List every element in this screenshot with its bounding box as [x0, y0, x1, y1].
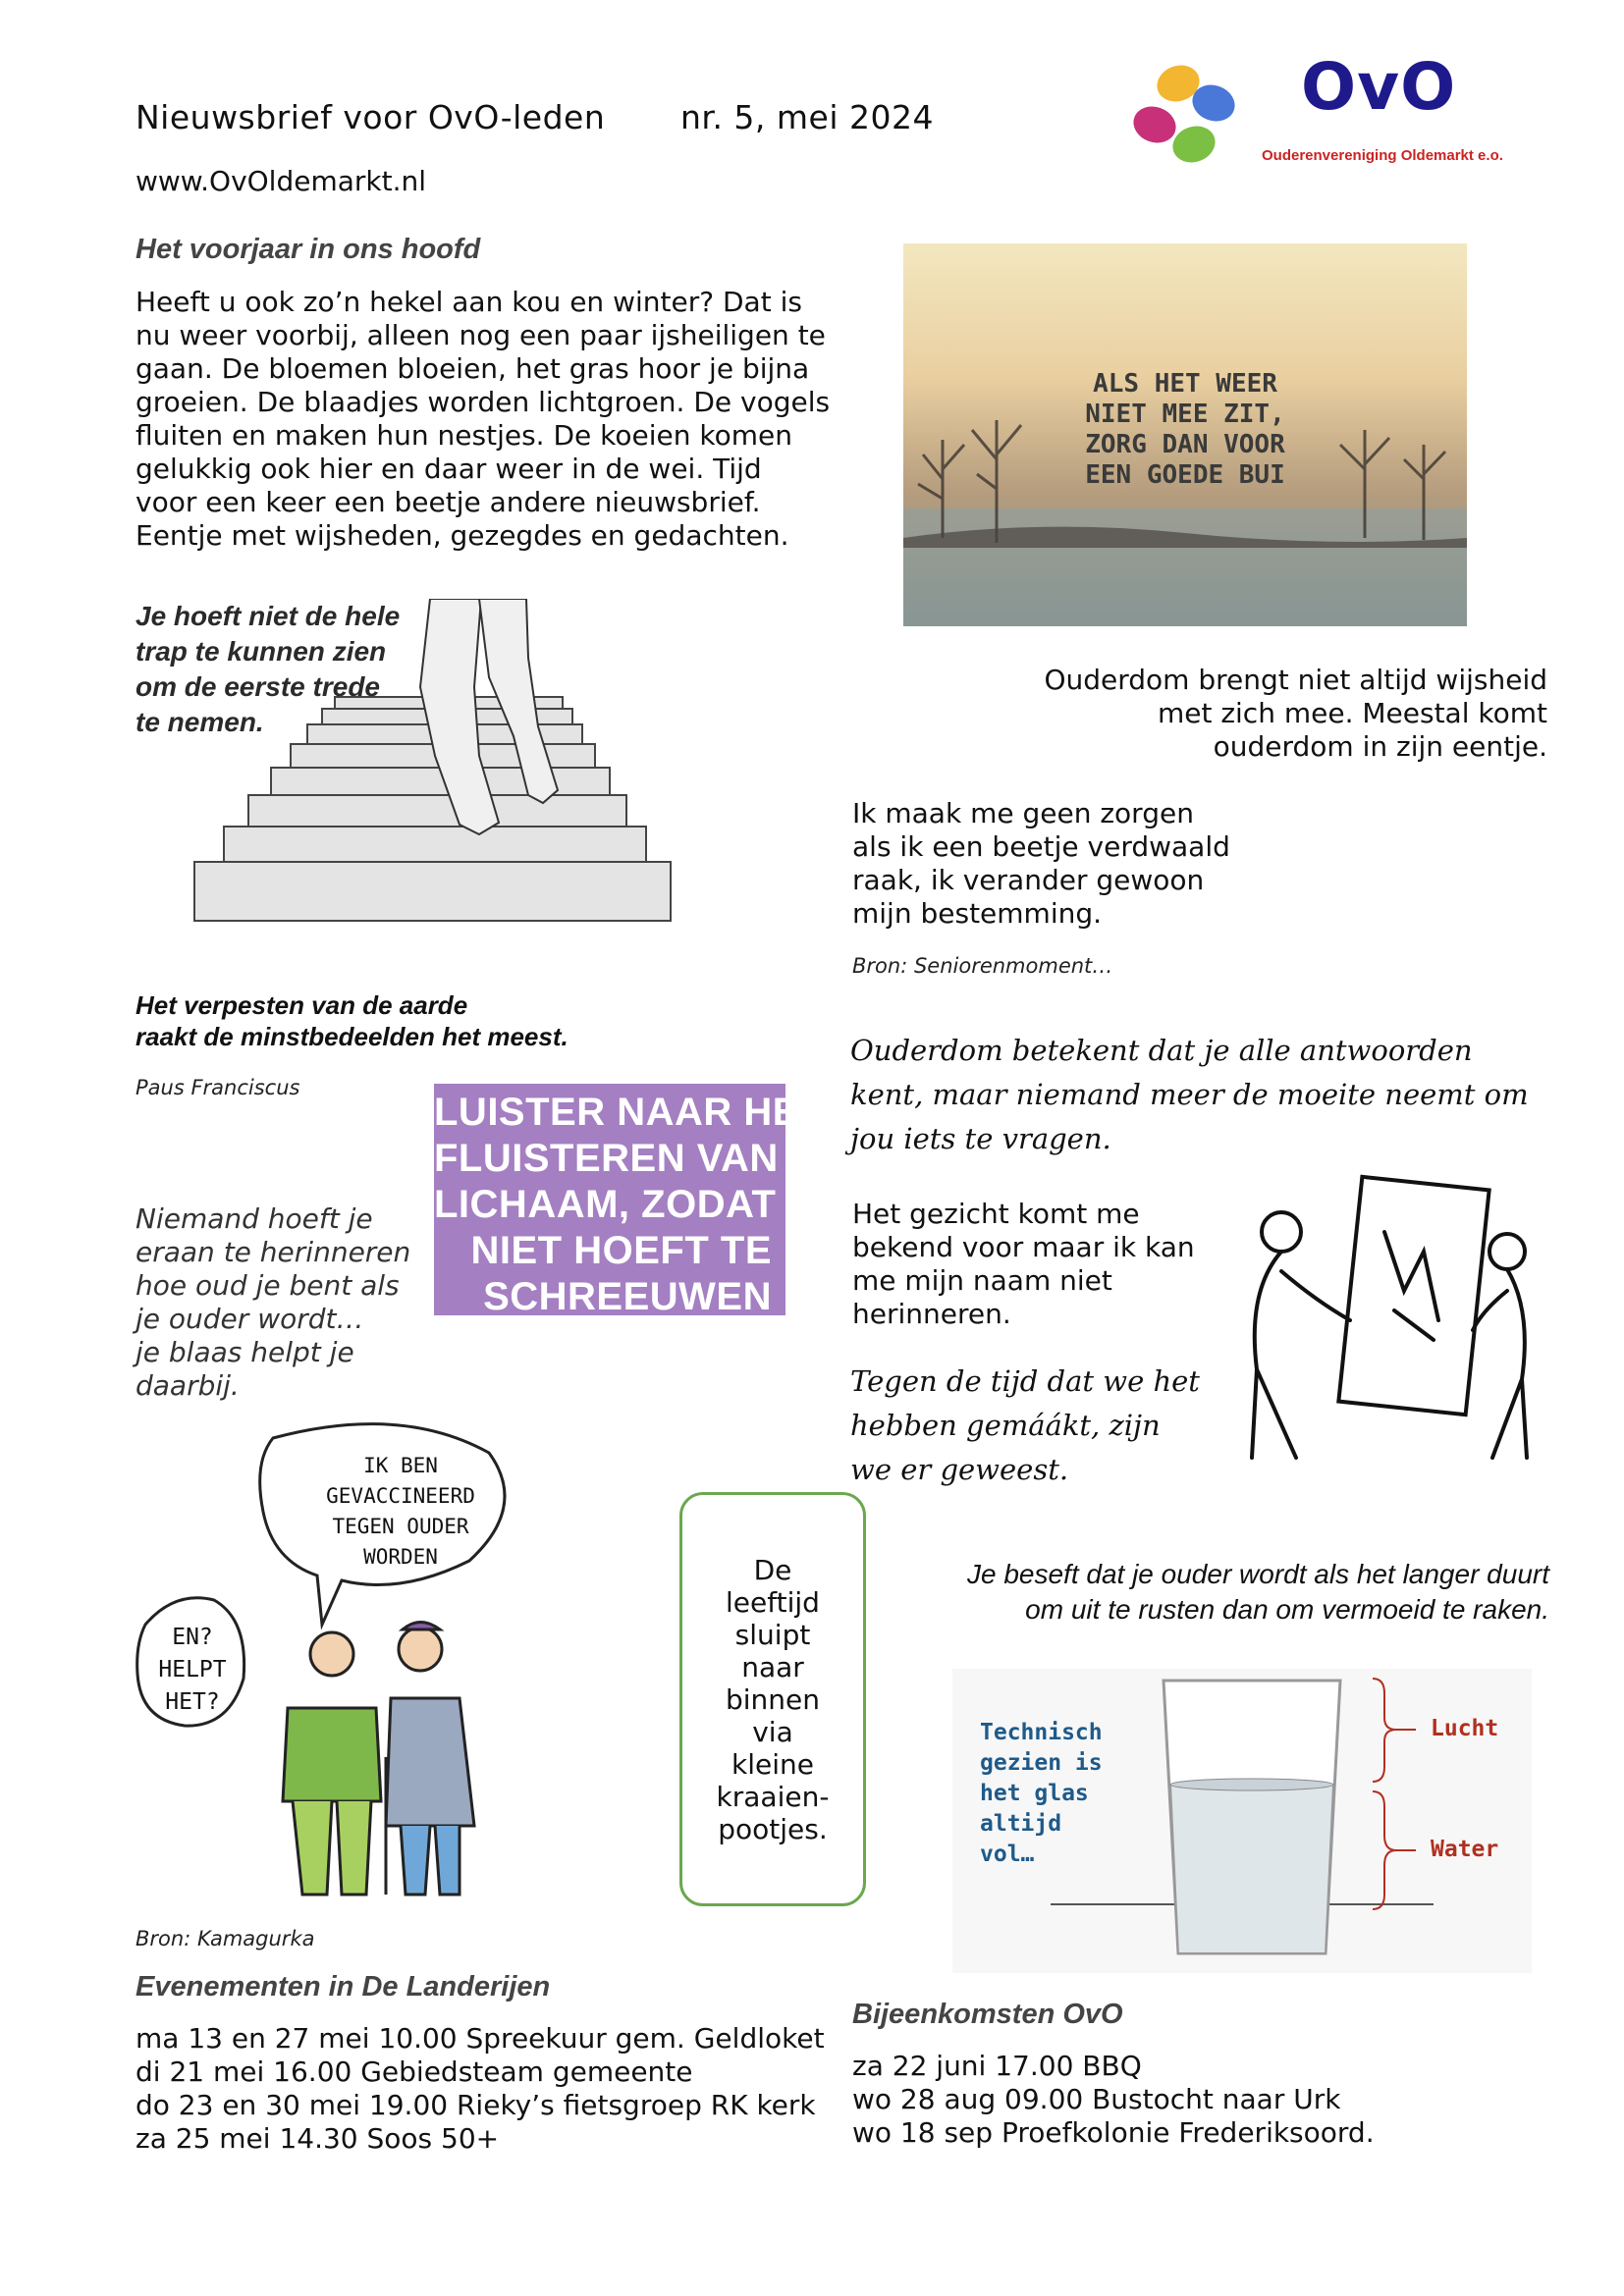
- cartoon-source: Bron: Kamagurka: [135, 1927, 315, 1950]
- crows-feet-line: via: [752, 1716, 793, 1748]
- newsletter-title: Nieuwsbrief voor OvO-leden: [135, 98, 606, 136]
- events-list-item: za 25 mei 14.30 Soos 50+: [135, 2122, 500, 2155]
- logo-subtitle: Ouderenvereniging Oldemarkt e.o.: [1262, 147, 1503, 164]
- glass-illustration: [952, 1669, 1532, 1973]
- photo-quote-line: EEN GOEDE BUI: [1085, 460, 1285, 490]
- bladder-quote-line: je ouder wordt…: [135, 1303, 364, 1335]
- website-link[interactable]: www.OvOldemarkt.nl: [135, 165, 427, 197]
- cartoon-bubble-line: WORDEN: [363, 1545, 438, 1569]
- issue-number: nr. 5, mei 2024: [680, 98, 934, 136]
- lost-quote-source: Bron: Seniorenmoment…: [852, 954, 1113, 978]
- photo-quote-line: NIET MEE ZIT,: [1085, 400, 1285, 429]
- intro-line: fluiten en maken hun nestjes. De koeien komen: [135, 419, 792, 452]
- answers-quote-line: jou iets te vragen.: [850, 1122, 1111, 1155]
- weather-quote-photo: [903, 243, 1467, 626]
- cartoon-bubble-right: [312, 1451, 489, 1573]
- vaccine-cartoon: [135, 1414, 577, 1914]
- wisdom-quote-line: met zich mee. Meestal komt: [1157, 697, 1547, 729]
- meetings-list-item: wo 28 aug 09.00 Bustocht naar Urk: [852, 2083, 1341, 2115]
- mirror-illustration: [1227, 1173, 1551, 1468]
- glass-text-line: vol…: [980, 1842, 1035, 1867]
- listen-body-box: [434, 1084, 868, 1318]
- meetings-list-item: wo 18 sep Proefkolonie Frederiksoord.: [852, 2116, 1375, 2149]
- rest-quote: [884, 1557, 1549, 1628]
- logo-text: OvO: [1301, 49, 1457, 125]
- events-heading: Evenementen in De Landerijen: [135, 1971, 551, 2002]
- stairs-quote-line: trap te kunnen zien: [135, 636, 387, 667]
- crows-feet-line: binnen: [725, 1683, 821, 1716]
- crows-feet-box: [679, 1492, 866, 1906]
- lost-quote-line: mijn bestemming.: [852, 897, 1103, 930]
- glass-text-line: altijd: [980, 1811, 1062, 1837]
- events-list-item: di 21 mei 16.00 Gebiedsteam gemeente: [135, 2056, 693, 2088]
- answers-quote-line: Ouderdom betekent dat je alle antwoorden: [850, 1034, 1473, 1067]
- listen-body-line: LICHAAM, ZODAT HET: [434, 1183, 868, 1226]
- intro-text: [135, 286, 862, 553]
- listen-body-line: LUISTER NAAR HET: [434, 1091, 824, 1134]
- intro-line: gaan. De bloemen bloeien, het gras hoor je bijna: [135, 352, 810, 385]
- stairs-quote-line: Je hoeft niet de hele: [135, 601, 401, 631]
- lost-quote-line: als ik een beetje verdwaald: [852, 830, 1230, 863]
- listen-body-line: NIET HOEFT TE: [470, 1229, 772, 1272]
- cartoon-bubble-line: TEGEN OUDER: [332, 1515, 469, 1538]
- bladder-quote-line: Niemand hoeft je: [135, 1202, 373, 1235]
- cartoon-bubble-line: HELPT: [158, 1657, 227, 1682]
- events-list-item: ma 13 en 27 mei 10.00 Spreekuur gem. Geldloket: [135, 2022, 825, 2055]
- stairs-quote: [135, 599, 400, 740]
- answers-quote-line: kent, maar niemand meer de moeite neemt om: [850, 1078, 1529, 1111]
- wisdom-quote-line: ouderdom in zijn eentje.: [1213, 730, 1547, 763]
- face-quote: [852, 1198, 1195, 1331]
- meetings-heading: Bijeenkomsten OvO: [852, 1999, 1123, 2030]
- cartoon-bubble-line: HET?: [165, 1689, 220, 1715]
- pope-quote: [135, 989, 568, 1052]
- ovo-logo: [1110, 39, 1542, 187]
- by-the-time-quote-line: hebben gemáákt, zijn: [850, 1409, 1161, 1442]
- rest-quote-line: om uit te rusten dan om vermoeid te raken.: [1025, 1594, 1549, 1625]
- photo-quote-line: ZORG DAN VOOR: [1085, 430, 1285, 459]
- bladder-quote-line: je blaas helpt je: [135, 1336, 354, 1368]
- meetings-list-item: za 22 juni 17.00 BBQ: [852, 2050, 1142, 2082]
- glass-text-line: gezien is: [980, 1750, 1103, 1776]
- face-quote-line: Het gezicht komt me: [852, 1198, 1140, 1230]
- glass-text-line: Technisch: [980, 1720, 1103, 1745]
- photo-quote-text: [903, 369, 1467, 491]
- by-the-time-quote-line: Tegen de tijd dat we het: [850, 1364, 1200, 1398]
- cartoon-bubble-line: IK BEN: [363, 1454, 438, 1477]
- face-quote-line: me mijn naam niet: [852, 1264, 1112, 1297]
- cartoon-bubble-line: GEVACCINEERD: [326, 1484, 475, 1508]
- intro-line: voor een keer een beetje andere nieuwsbrief.: [135, 486, 761, 518]
- meetings-list: [852, 2050, 1375, 2150]
- intro-heading: Het voorjaar in ons hoofd: [135, 234, 481, 265]
- events-list-item: do 23 en 30 mei 19.00 Rieky’s fietsgroep RK kerk: [135, 2089, 816, 2121]
- rest-quote-line: Je beseft dat je ouder wordt als het langer duurt: [966, 1559, 1549, 1589]
- glass-text: [980, 1718, 1103, 1870]
- lost-quote-line: Ik maak me geen zorgen: [852, 797, 1194, 829]
- crows-feet-line: pootjes.: [718, 1813, 828, 1845]
- cartoon-bubble-left: [153, 1622, 232, 1719]
- events-list: [135, 2022, 825, 2156]
- air-label: Lucht: [1431, 1716, 1499, 1741]
- stairs-illustration: [135, 599, 685, 933]
- wisdom-quote-line: Ouderdom brengt niet altijd wijsheid: [1044, 664, 1547, 696]
- pope-quote-line: raakt de minstbedeelden het meest.: [135, 1022, 568, 1051]
- stairs-quote-line: te nemen.: [135, 707, 264, 737]
- crows-feet-line: leeftijd: [726, 1586, 820, 1619]
- face-quote-line: bekend voor maar ik kan: [852, 1231, 1195, 1263]
- pope-quote-source: Paus Franciscus: [135, 1076, 300, 1099]
- crows-feet-line: De: [753, 1554, 792, 1586]
- intro-line: groeien. De blaadjes worden lichtgroen. De vogels: [135, 386, 831, 418]
- photo-quote-line: ALS HET WEER: [1093, 369, 1277, 399]
- answers-quote: [850, 1029, 1529, 1161]
- crows-feet-line: sluipt: [734, 1619, 811, 1651]
- bladder-quote-line: daarbij.: [135, 1369, 240, 1402]
- by-the-time-quote-line: we er geweest.: [850, 1453, 1069, 1486]
- mirror-person-icon: [1227, 1173, 1551, 1468]
- crows-feet-line: kleine: [731, 1748, 814, 1781]
- intro-line: Heeft u ook zo’n hekel aan kou en winter? Dat is: [135, 286, 802, 318]
- crows-feet-line: naar: [741, 1651, 804, 1683]
- intro-line: gelukkig ook hier en daar weer in de wei. Tijd: [135, 453, 762, 485]
- water-label: Water: [1431, 1837, 1499, 1862]
- intro-line: nu weer voorbij, alleen nog een paar ijsheiligen te: [135, 319, 826, 351]
- glass-text-line: het glas: [980, 1781, 1089, 1806]
- bladder-quote-line: eraan te herinneren: [135, 1236, 411, 1268]
- flower-logo-icon: [1117, 44, 1255, 182]
- listen-body-line: SCHREEUWEN: [483, 1275, 772, 1318]
- listen-body-line: FLUISTEREN VAN JE: [434, 1137, 839, 1180]
- crows-feet-line: kraaien-: [716, 1781, 830, 1813]
- wisdom-quote: [864, 664, 1547, 764]
- face-quote-line: herinneren.: [852, 1298, 1011, 1330]
- intro-line: Eentje met wijsheden, gezegdes en gedachten.: [135, 519, 789, 552]
- cartoon-bubble-line: EN?: [172, 1625, 213, 1650]
- pope-quote-line: Het verpesten van de aarde: [135, 990, 468, 1020]
- stairs-quote-line: om de eerste trede: [135, 671, 380, 702]
- lost-quote-line: raak, ik verander gewoon: [852, 864, 1205, 896]
- bladder-quote-line: hoe oud je bent als: [135, 1269, 400, 1302]
- lost-quote: [852, 797, 1230, 931]
- bladder-quote: [135, 1202, 410, 1403]
- by-the-time-quote: [850, 1360, 1200, 1492]
